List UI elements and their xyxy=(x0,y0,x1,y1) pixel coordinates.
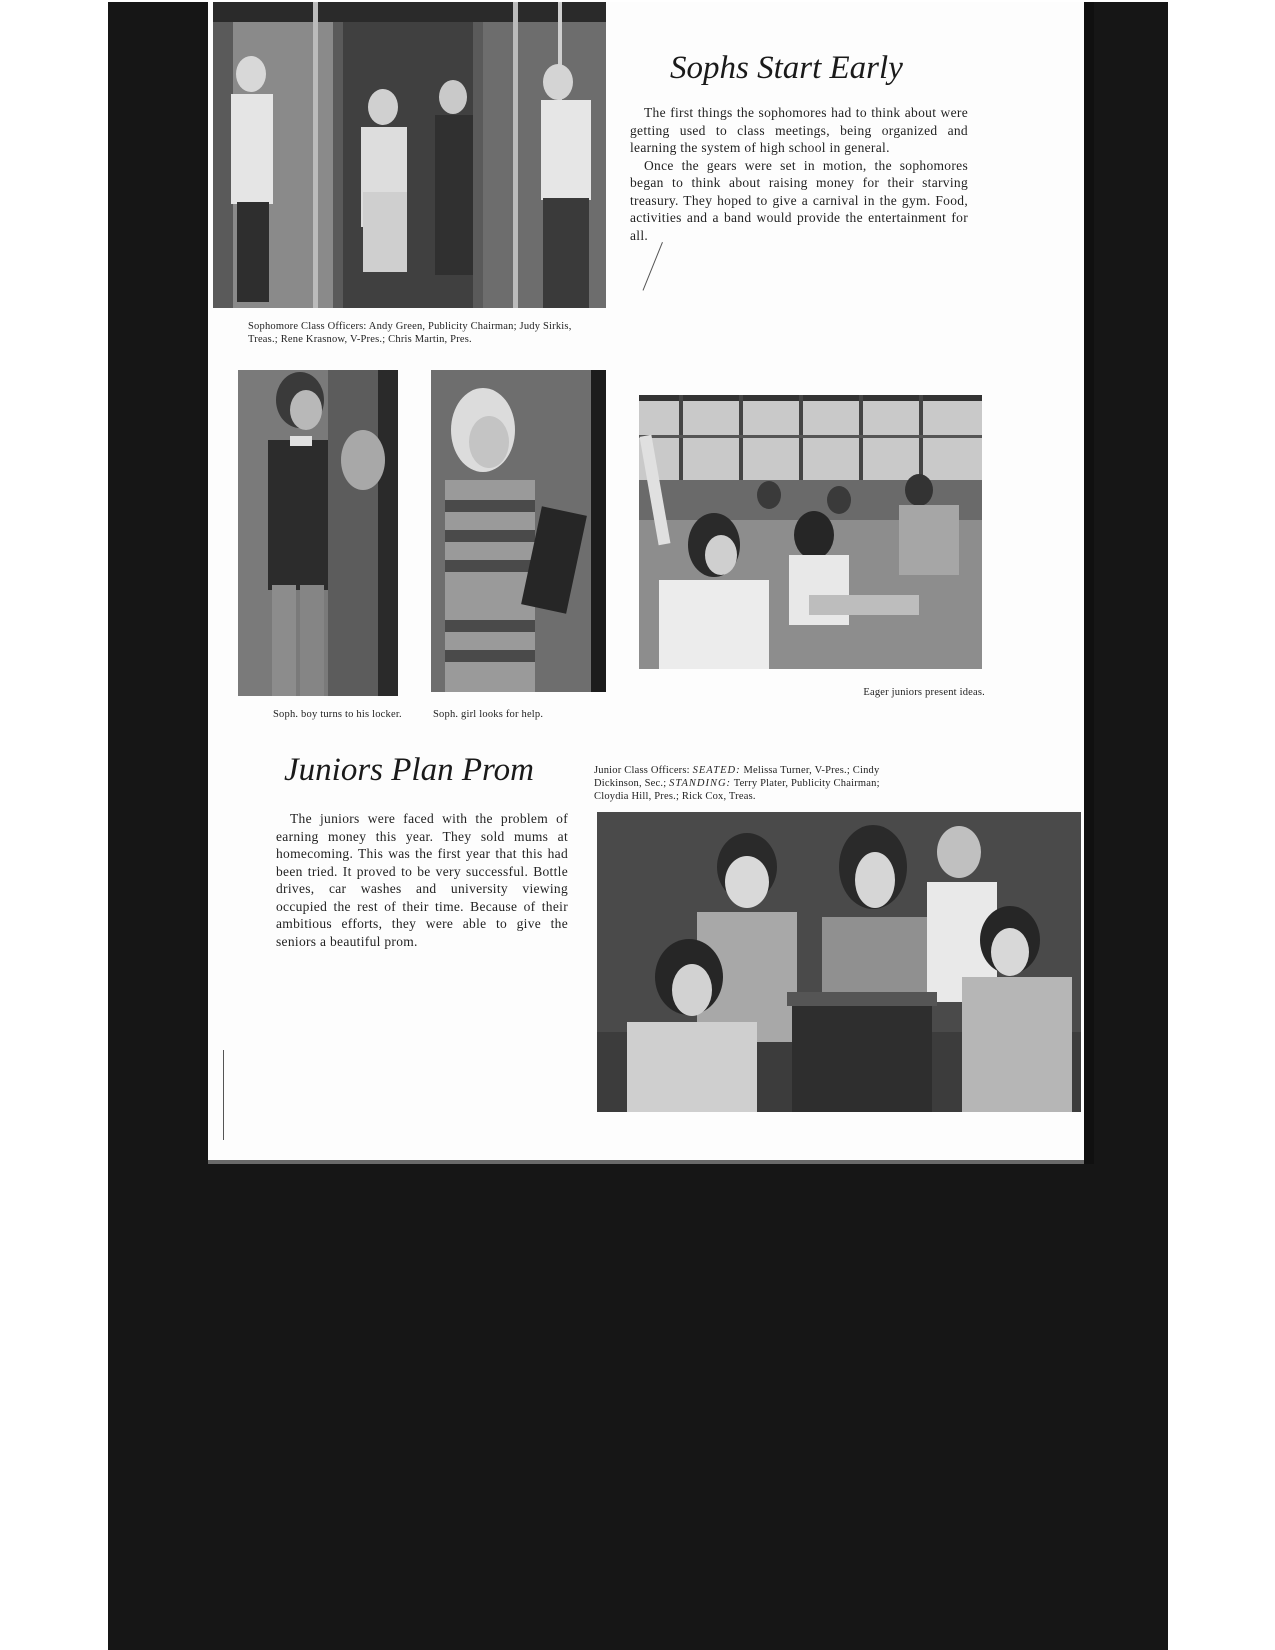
sophomore-officers-photo xyxy=(213,2,606,308)
juniors-heading: Juniors Plan Prom xyxy=(284,752,534,788)
junior-caption-standing-label: STANDING: xyxy=(669,778,732,789)
sophomores-body xyxy=(630,104,968,244)
junior-officers-caption xyxy=(594,764,884,803)
soph-girl-caption: Soph. girl looks for help. xyxy=(433,709,544,720)
classroom-photo xyxy=(639,395,982,669)
sophomores-paragraph-2: Once the gears were set in motion, the sophomores began to think about raising money for their starving treasury. They hoped to give a carnival in the gym. Food, activities and a band would provide the entertainment for all. xyxy=(630,157,968,243)
sophomores-heading: Sophs Start Early xyxy=(670,50,903,86)
junior-caption-seated-label: SEATED: xyxy=(692,765,741,776)
juniors-paragraph: The juniors were faced with the problem of earning money this year. They sold mums at homecoming. This was the first year that this had been tried. It proved to be very successful. Bottle drives, car washes and university viewing occupied the rest of their time. Because of their ambitious efforts, they were able to give the seniors a beautiful prom. xyxy=(276,811,568,949)
soph-boy-photo xyxy=(238,370,398,696)
classroom-caption: Eager juniors present ideas. xyxy=(863,687,985,698)
page-edge-shadow xyxy=(1084,2,1094,1164)
sophomore-officers-caption: Sophomore Class Officers: Andy Green, Publicity Chairman; Judy Sirkis, Treas.; Rene Krasnow, V-Pres.; Chris Martin, Pres. xyxy=(248,321,572,345)
sophomores-paragraph-1: The first things the sophomores had to think about were getting used to class meetings, being organized and learning the system of high school in general. xyxy=(630,105,968,155)
juniors-body xyxy=(276,810,568,950)
junior-caption-prefix: Junior Class Officers: xyxy=(594,765,690,776)
soph-girl-photo xyxy=(431,370,606,692)
junior-caption-seated-text: Melissa Turner, V-Pres.; Cindy Dickinson, Sec.; xyxy=(594,765,880,789)
junior-caption-standing-text: Terry Plater, Publicity Chairman; Cloydia Hill, Pres.; Rick Cox, Treas. xyxy=(594,778,880,802)
soph-boy-caption: Soph. boy turns to his locker. xyxy=(273,709,402,720)
margin-rule xyxy=(223,1050,224,1140)
junior-officers-photo xyxy=(597,812,1081,1112)
